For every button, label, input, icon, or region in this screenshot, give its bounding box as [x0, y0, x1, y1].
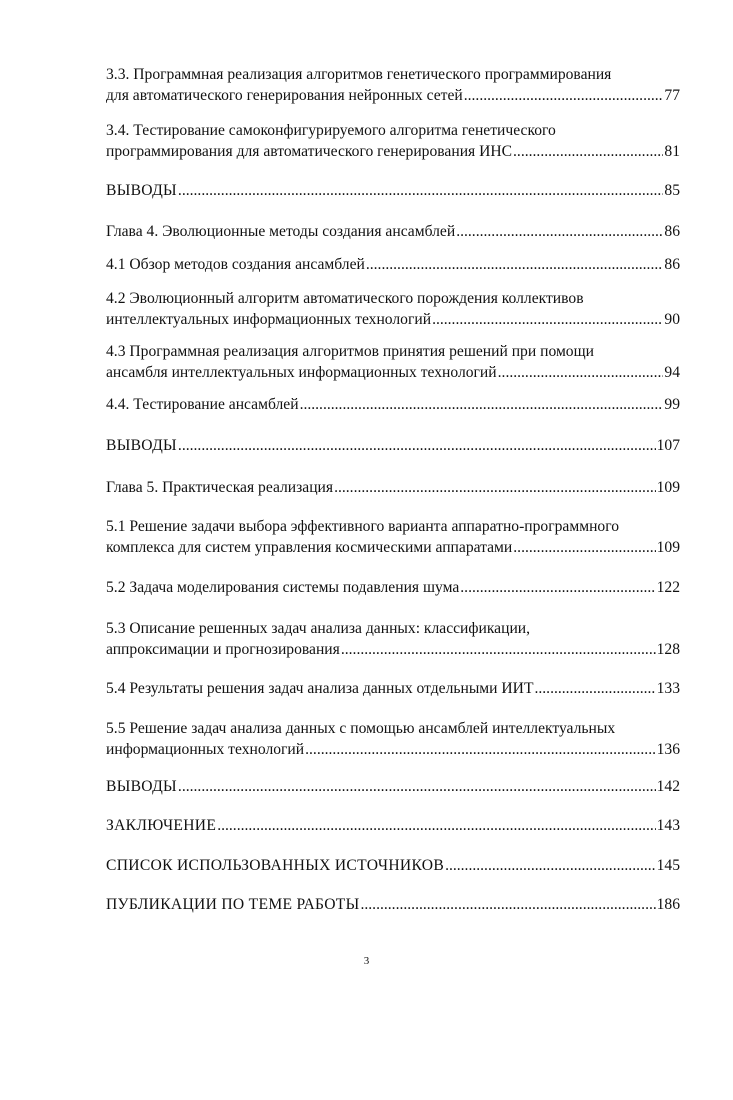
toc-page-number: 133 [656, 680, 680, 697]
toc-page-number: 77 [664, 87, 680, 104]
toc-page-number: 142 [656, 778, 680, 795]
toc-entry-conclusions-ch5 [106, 776, 680, 797]
toc-entry-references [106, 855, 680, 876]
toc-entry-5-2 [106, 577, 680, 598]
toc-entry-conclusions-ch4 [106, 435, 680, 456]
toc-entry-5-1 [106, 516, 680, 558]
toc-entry-text: ВЫВОДЫ [106, 778, 177, 795]
toc-entry-conclusions-ch3 [106, 180, 680, 201]
toc-page-number: 107 [656, 437, 680, 454]
leader-dots [456, 221, 663, 242]
leader-dots [432, 309, 663, 330]
leader-dots [513, 141, 663, 162]
toc-page-number: 128 [656, 641, 680, 658]
toc-entry-text-line1: 3.4. Тестирование самоконфигурируемого алгоритма генетического [106, 122, 556, 139]
toc-entry-text: Глава 4. Эволюционные методы создания ансамблей [106, 223, 456, 240]
toc-entry-text-line2: для автоматического генерирования нейронных сетей [106, 87, 463, 104]
toc-entry-text: ПУБЛИКАЦИИ ПО ТЕМЕ РАБОТЫ [106, 896, 360, 913]
toc-entry-publications [106, 894, 680, 915]
leader-dots [341, 639, 656, 660]
toc-entry-text: 5.2 Задача моделирования системы подавления шума [106, 579, 460, 596]
leader-dots [217, 815, 655, 836]
toc-entry-text: Глава 5. Практическая реализация [106, 479, 334, 496]
toc-entry-5-3 [106, 618, 680, 660]
toc-entry-text-line1: 5.5 Решение задач анализа данных с помощью ансамблей интеллектуальных [106, 720, 616, 737]
toc-page-number: 81 [664, 143, 680, 160]
toc-entry-4-1 [106, 254, 680, 275]
toc-entry-text: 5.4 Результаты решения задач анализа данных отдельными ИИТ [106, 680, 534, 697]
toc-entry-5-4 [106, 678, 680, 699]
leader-dots [366, 254, 664, 275]
toc-entry-text-line2: аппроксимации и прогнозирования [106, 641, 340, 658]
page-number: 3 [363, 955, 370, 967]
leader-dots [513, 537, 655, 558]
leader-dots [360, 894, 655, 915]
toc-page-number: 90 [664, 311, 680, 328]
toc-entry-text-line2: программирования для автоматического генерирования ИНС [106, 143, 513, 160]
toc-entry-5-5 [106, 718, 680, 760]
toc-entry-text-line2: ансамбля интеллектуальных информационных технологий [106, 364, 497, 381]
toc-entry-4-4 [106, 394, 680, 415]
leader-dots [498, 362, 664, 383]
toc-page-number: 109 [656, 539, 680, 556]
toc-entry-text: ВЫВОДЫ [106, 437, 177, 454]
leader-dots [178, 776, 656, 797]
leader-dots [300, 394, 664, 415]
leader-dots [178, 180, 663, 201]
leader-dots [534, 678, 655, 699]
toc-entry-text-line2: интеллектуальных информационных технологий [106, 311, 432, 328]
leader-dots [178, 435, 656, 456]
toc-page-number: 143 [656, 817, 680, 834]
toc-page-number: 122 [656, 579, 680, 596]
leader-dots [460, 577, 655, 598]
toc-entry-4-3 [106, 341, 680, 383]
toc-entry-conclusion [106, 815, 680, 836]
toc-entry-text: 4.1 Обзор методов создания ансамблей [106, 256, 365, 273]
toc-page-number: 86 [664, 223, 680, 240]
toc-page-number: 145 [656, 857, 680, 874]
toc-entry-text-line1: 3.3. Программная реализация алгоритмов генетического программирования [106, 66, 612, 83]
toc-entry-text-line1: 4.2 Эволюционный алгоритм автоматического порождения коллективов [106, 290, 584, 307]
leader-dots [305, 739, 655, 760]
toc-page-number: 186 [656, 896, 680, 913]
toc-entry-text-line2: комплекса для систем управления космическими аппаратами [106, 539, 513, 556]
toc-entry-3-3 [106, 64, 680, 106]
toc-entry-3-4 [106, 120, 680, 162]
toc-page-number: 94 [664, 364, 680, 381]
toc-entry-4-2 [106, 288, 680, 330]
leader-dots [445, 855, 656, 876]
toc-entry-text: 4.4. Тестирование ансамблей [106, 396, 299, 413]
toc-entry-chapter-4 [106, 221, 680, 242]
leader-dots [464, 85, 664, 106]
toc-entry-text: ВЫВОДЫ [106, 182, 177, 199]
leader-dots [334, 477, 656, 498]
toc-entry-text-line1: 5.1 Решение задачи выбора эффективного варианта аппаратно-программного [106, 518, 620, 535]
toc-entry-chapter-5 [106, 477, 680, 498]
toc-page-number: 85 [664, 182, 680, 199]
toc-entry-text-line1: 4.3 Программная реализация алгоритмов принятия решений при помощи [106, 343, 594, 360]
toc-page-number: 109 [656, 479, 680, 496]
toc-page-number: 99 [664, 396, 680, 413]
toc-entry-text: СПИСОК ИСПОЛЬЗОВАННЫХ ИСТОЧНИКОВ [106, 857, 445, 874]
toc-entry-text-line2: информационных технологий [106, 741, 305, 758]
toc-page-number: 136 [656, 741, 680, 758]
toc-entry-text: ЗАКЛЮЧЕНИЕ [106, 817, 217, 834]
toc-entry-text-line1: 5.3 Описание решенных задач анализа данных: классификации, [106, 620, 531, 637]
toc-page-number: 86 [664, 256, 680, 273]
